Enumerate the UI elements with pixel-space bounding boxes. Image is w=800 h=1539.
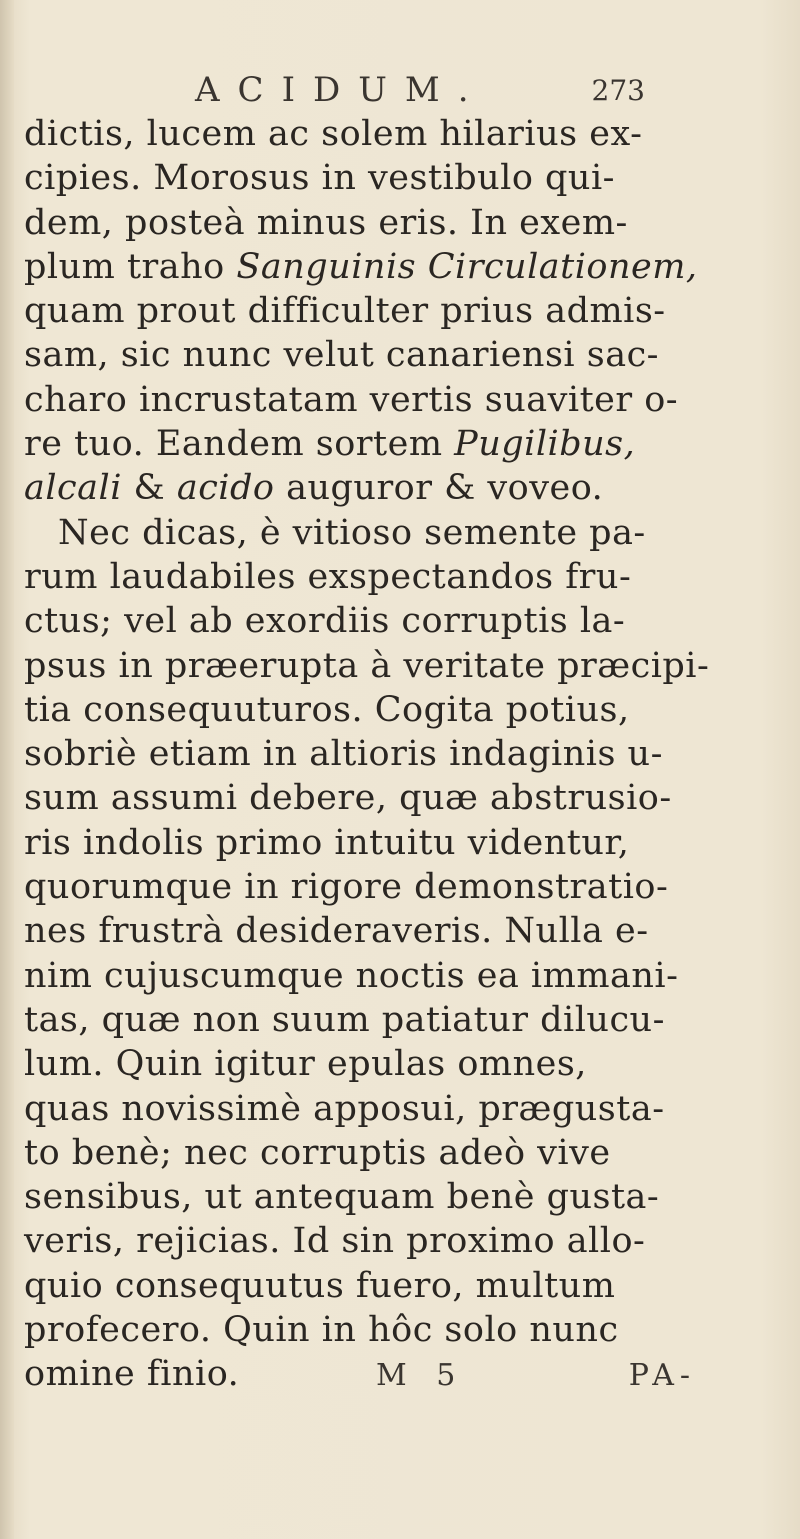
text-line: sobriè etiam in altioris indaginis u-: [24, 734, 663, 775]
page-footer: [376, 1358, 696, 1402]
text-line: nes frustrà desideraveris. Nulla e-: [24, 911, 649, 952]
text-line: quorumque in rigore demonstratio-: [24, 867, 669, 908]
text-line: veris, rejicias. Id sin proximo allo-: [24, 1221, 646, 1262]
text-line: sam, sic nunc velut canariensi sac-: [24, 335, 660, 376]
text-line: sum assumi debere, quæ abstrusio-: [24, 778, 672, 819]
text-line: charo incrustatam vertis suaviter o-: [24, 379, 679, 420]
running-title: ACIDUM.: [195, 70, 487, 110]
text-line: nim cujuscumque noctis ea immani-: [24, 955, 679, 996]
binding-gutter: [0, 0, 14, 1539]
text-line: plum traho Sanguinis Circulationem,: [24, 246, 698, 287]
text-line: tas, quæ non suum patiatur dilucu-: [24, 999, 665, 1040]
text-line: rum laudabiles exspectandos fru-: [24, 556, 632, 597]
text-line: lum. Quin igitur epulas omnes,: [24, 1044, 587, 1085]
page-number: 273: [591, 74, 645, 107]
text-line: omine finio.: [24, 1354, 240, 1395]
text-line: profecero. Quin in hôc solo nunc: [24, 1310, 619, 1351]
text-line: cipies. Morosus in vestibulo qui-: [24, 158, 615, 199]
text-line: dem, posteà minus eris. In exem-: [24, 202, 628, 243]
text-line: sensibus, ut antequam benè gusta-: [24, 1177, 660, 1218]
text-line: tia consequuturos. Cogita potius,: [24, 689, 630, 730]
text-line: psus in præerupta à veritate præcipi-: [24, 645, 710, 686]
text-line: re tuo. Eandem sortem Pugilibus,: [24, 424, 636, 465]
text-line: alcali & acido auguror & voveo.: [24, 468, 604, 509]
text-line: ris indolis primo intuitu videntur,: [24, 822, 630, 863]
text-line: quas novissimè apposui, prægusta-: [24, 1088, 665, 1129]
text-line: ctus; vel ab exordiis corruptis la-: [24, 601, 626, 642]
text-line: dictis, lucem ac solem hilarius ex-: [24, 114, 643, 154]
body-text: [24, 112, 784, 1397]
page-header: [195, 70, 645, 110]
italic-term: acido: [176, 468, 275, 509]
paragraph-start: Nec dicas, è vitioso semente pa-: [58, 512, 646, 553]
italic-term: alcali: [24, 468, 122, 509]
italic-term: Pugilibus,: [454, 424, 636, 465]
signature-mark: M 5: [376, 1358, 466, 1393]
text-line: to benè; nec corruptis adeò vive: [24, 1132, 611, 1173]
text-line: quio consequutus fuero, multum: [24, 1265, 616, 1306]
italic-term: Circulationem,: [427, 246, 698, 287]
catchword: PA-: [628, 1358, 696, 1393]
italic-term: Sanguinis: [236, 246, 417, 287]
text-line: quam prout difficulter prius admis-: [24, 291, 666, 332]
